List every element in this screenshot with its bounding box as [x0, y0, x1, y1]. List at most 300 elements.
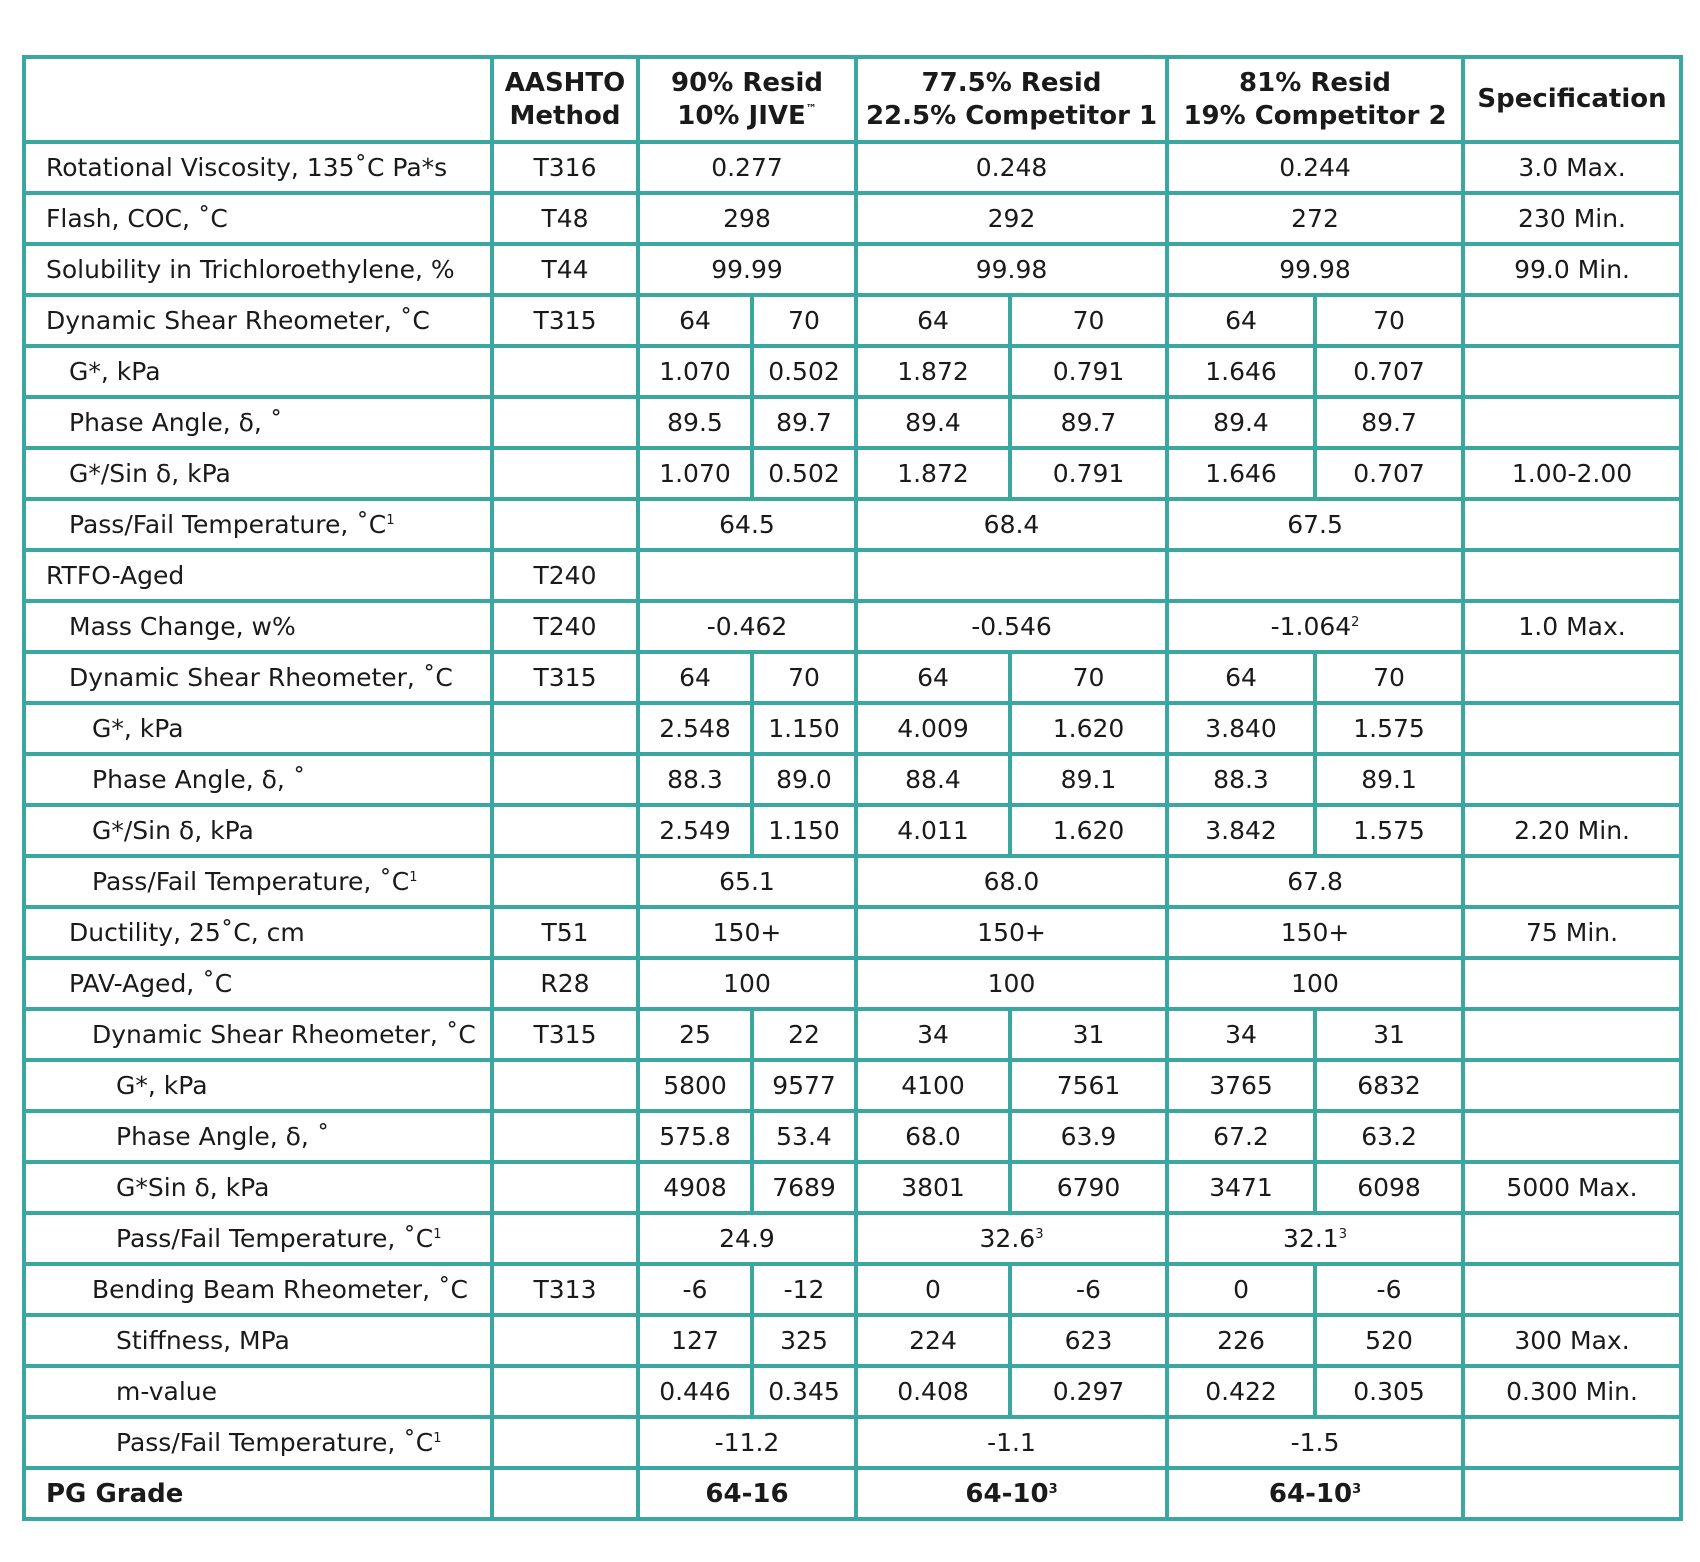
- value-text: 5800: [663, 1071, 727, 1100]
- value-cell: [1010, 346, 1167, 397]
- value-text: 292: [987, 204, 1036, 233]
- value-cell: [856, 1111, 1010, 1162]
- footnote-marker: 3: [1352, 1481, 1362, 1497]
- header-col1: [638, 57, 856, 142]
- specification-cell: 99.0 Min.: [1463, 244, 1681, 295]
- table-row: [24, 703, 1681, 754]
- value-cell: [638, 295, 752, 346]
- value-cell: [638, 1213, 856, 1264]
- value-cell: [638, 805, 752, 856]
- table-row: [24, 295, 1681, 346]
- aashto-method-cell: T315: [492, 1009, 638, 1060]
- value-cell: [1010, 295, 1167, 346]
- value-cell: [1315, 1366, 1463, 1417]
- value-cell: [856, 295, 1010, 346]
- value-cell: [856, 397, 1010, 448]
- specification-cell: [1463, 1264, 1681, 1315]
- table-row: [24, 1060, 1681, 1111]
- row-label-text: G*/Sin δ, kPa: [69, 459, 231, 488]
- value-cell: [1167, 907, 1463, 958]
- value-cell: [1315, 652, 1463, 703]
- value-text: 6832: [1357, 1071, 1421, 1100]
- value-text: -11.2: [714, 1428, 780, 1457]
- row-label-text: RTFO-Aged: [46, 561, 185, 590]
- value-cell: [856, 754, 1010, 805]
- table-row: [24, 448, 1681, 499]
- value-text: 34: [1225, 1020, 1257, 1049]
- row-label: [24, 550, 492, 601]
- value-cell: [638, 499, 856, 550]
- table-row: [24, 499, 1681, 550]
- value-text: 1.150: [768, 816, 840, 845]
- row-label-text: Phase Angle, δ, ˚: [92, 765, 306, 794]
- value-text: 64: [1225, 306, 1257, 335]
- row-label: [24, 397, 492, 448]
- value-text: 25: [679, 1020, 711, 1049]
- aashto-method-cell: T240: [492, 601, 638, 652]
- value-text: 99.98: [975, 255, 1048, 284]
- row-label-text: PAV-Aged, ˚C: [69, 969, 233, 998]
- header-method-line-2: Method: [509, 100, 621, 131]
- value-text: 127: [671, 1326, 719, 1355]
- table-row: [24, 1417, 1681, 1468]
- value-text: 53.4: [776, 1122, 832, 1151]
- value-cell: [1315, 754, 1463, 805]
- row-label: [24, 856, 492, 907]
- value-text: 68.0: [983, 867, 1040, 896]
- row-label-text: Pass/Fail Temperature, ˚C: [116, 1224, 434, 1253]
- specification-cell: 2.20 Min.: [1463, 805, 1681, 856]
- value-text: 68.4: [983, 510, 1040, 539]
- value-cell: [856, 856, 1167, 907]
- value-cell: [1315, 1111, 1463, 1162]
- value-cell: [1167, 1162, 1315, 1213]
- value-text: 575.8: [659, 1122, 731, 1151]
- specification-cell: 1.00-2.00: [1463, 448, 1681, 499]
- value-cell: [856, 1213, 1167, 1264]
- table-row: [24, 1468, 1681, 1519]
- aashto-method-cell: [492, 1111, 638, 1162]
- value-text: 3.840: [1205, 714, 1277, 743]
- value-cell: [1315, 1264, 1463, 1315]
- table-row: [24, 958, 1681, 1009]
- value-text: 150+: [712, 918, 782, 947]
- value-cell: [638, 1366, 752, 1417]
- value-cell: [1167, 346, 1315, 397]
- table-row: [24, 193, 1681, 244]
- value-text: 1.646: [1205, 459, 1277, 488]
- value-text: 150+: [977, 918, 1046, 947]
- value-cell: [1315, 805, 1463, 856]
- value-cell: [1315, 1009, 1463, 1060]
- specification-cell: [1463, 499, 1681, 550]
- value-cell: [752, 448, 856, 499]
- row-label: [24, 601, 492, 652]
- value-text: 63.9: [1060, 1122, 1117, 1151]
- value-cell: [856, 1264, 1010, 1315]
- value-cell: [1315, 397, 1463, 448]
- row-label-text: G*, kPa: [116, 1071, 208, 1100]
- value-cell: [1167, 295, 1315, 346]
- value-text: 0.422: [1205, 1377, 1277, 1406]
- value-text: 70: [788, 306, 820, 335]
- value-cell: [1010, 703, 1167, 754]
- value-text: -0.462: [706, 612, 788, 641]
- value-text: 4.009: [897, 714, 969, 743]
- value-cell: [856, 1060, 1010, 1111]
- value-cell: [1167, 1468, 1463, 1519]
- row-label: [24, 1366, 492, 1417]
- value-text: 70: [1072, 306, 1105, 335]
- value-text: 64.5: [719, 510, 775, 539]
- row-label: [24, 703, 492, 754]
- value-text: 1.646: [1205, 357, 1277, 386]
- value-cell: [638, 1468, 856, 1519]
- value-text: 1.575: [1353, 714, 1425, 743]
- value-cell: [1167, 244, 1463, 295]
- value-cell: [1315, 346, 1463, 397]
- value-cell: [1167, 1111, 1315, 1162]
- header-method-line-1: AASHTO: [504, 68, 626, 98]
- row-label: [24, 1264, 492, 1315]
- value-text: 67.2: [1213, 1122, 1269, 1151]
- value-text: 325: [780, 1326, 828, 1355]
- value-cell: [856, 550, 1167, 601]
- footnote-marker: 1: [433, 1431, 442, 1446]
- aashto-method-cell: [492, 1060, 638, 1111]
- row-label: [24, 754, 492, 805]
- value-cell: [856, 1009, 1010, 1060]
- row-label: [24, 1213, 492, 1264]
- value-text: 64: [917, 306, 949, 335]
- value-cell: [1167, 397, 1315, 448]
- row-label-text: G*, kPa: [92, 714, 184, 743]
- value-text: 99.99: [711, 255, 783, 284]
- value-text: 3801: [901, 1173, 965, 1202]
- value-text: 2.548: [659, 714, 731, 743]
- value-cell: [638, 703, 752, 754]
- value-text: -1.5: [1290, 1428, 1340, 1457]
- aashto-method-cell: [492, 1366, 638, 1417]
- value-cell: [1010, 1162, 1167, 1213]
- specification-cell: 1.0 Max.: [1463, 601, 1681, 652]
- value-cell: [1167, 958, 1463, 1009]
- aashto-method-cell: [492, 346, 638, 397]
- binder-properties-table: [22, 55, 1683, 1521]
- aashto-method-cell: [492, 1162, 638, 1213]
- header-col2-line-1: 77.5% Resid: [921, 68, 1102, 98]
- aashto-method-cell: [492, 397, 638, 448]
- value-text: 0.791: [1052, 357, 1125, 386]
- value-cell: [752, 652, 856, 703]
- value-text: -6: [682, 1275, 708, 1304]
- specification-cell: [1463, 550, 1681, 601]
- row-label: [24, 805, 492, 856]
- value-cell: [856, 805, 1010, 856]
- value-text: 226: [1217, 1326, 1265, 1355]
- specification-cell: 3.0 Max.: [1463, 142, 1681, 193]
- aashto-method-cell: T313: [492, 1264, 638, 1315]
- row-label-text: Dynamic Shear Rheometer, ˚C: [46, 306, 430, 335]
- value-cell: [752, 1264, 856, 1315]
- value-text: 67.5: [1287, 510, 1343, 539]
- table-row: [24, 805, 1681, 856]
- row-label-text: Pass/Fail Temperature, ˚C: [116, 1428, 434, 1457]
- value-cell: [638, 1264, 752, 1315]
- header-col3: [1167, 57, 1463, 142]
- specification-cell: [1463, 1009, 1681, 1060]
- aashto-method-cell: T48: [492, 193, 638, 244]
- value-cell: [1167, 193, 1463, 244]
- row-label: [24, 1009, 492, 1060]
- value-text: 0.305: [1353, 1377, 1425, 1406]
- value-text: 0.408: [897, 1377, 969, 1406]
- row-label: [24, 1111, 492, 1162]
- table-row: [24, 397, 1681, 448]
- row-label: [24, 1417, 492, 1468]
- specification-cell: 300 Max.: [1463, 1315, 1681, 1366]
- aashto-method-cell: [492, 805, 638, 856]
- value-cell: [1315, 1315, 1463, 1366]
- value-text: 64-16: [705, 1478, 789, 1509]
- table-row: [24, 1366, 1681, 1417]
- value-text: 1.575: [1353, 816, 1425, 845]
- row-label-text: Stiffness, MPa: [116, 1326, 290, 1355]
- value-cell: [1167, 448, 1315, 499]
- row-label: [24, 907, 492, 958]
- value-text: 150+: [1280, 918, 1350, 947]
- value-cell: [752, 1162, 856, 1213]
- value-text: 32.6: [979, 1224, 1036, 1253]
- table-row: [24, 1213, 1681, 1264]
- aashto-method-cell: [492, 754, 638, 805]
- value-cell: [1167, 1009, 1315, 1060]
- value-text: 89.4: [905, 408, 961, 437]
- header-col2: [856, 57, 1167, 142]
- value-text: 6098: [1357, 1173, 1421, 1202]
- value-text: 63.2: [1361, 1122, 1417, 1151]
- row-label-text: Dynamic Shear Rheometer, ˚C: [69, 663, 453, 692]
- value-cell: [752, 295, 856, 346]
- row-label-text: G*Sin δ, kPa: [116, 1173, 270, 1202]
- value-text: 89.7: [776, 408, 832, 437]
- row-label-text: Mass Change, w%: [69, 612, 296, 641]
- value-cell: [856, 652, 1010, 703]
- footnote-marker: 1: [409, 870, 418, 885]
- value-cell: [638, 142, 856, 193]
- specification-cell: [1463, 1111, 1681, 1162]
- value-text: 2.549: [659, 816, 731, 845]
- row-label-text: Flash, COC, ˚C: [46, 204, 228, 233]
- table-row: [24, 1264, 1681, 1315]
- value-text: 4100: [901, 1071, 965, 1100]
- specification-cell: [1463, 1060, 1681, 1111]
- row-label: [24, 142, 492, 193]
- value-text: 7689: [772, 1173, 836, 1202]
- value-cell: [1010, 1366, 1167, 1417]
- value-cell: [1167, 1060, 1315, 1111]
- row-label-text: G*, kPa: [69, 357, 161, 386]
- value-text: 100: [723, 969, 771, 998]
- value-text: 0.791: [1052, 459, 1125, 488]
- aashto-method-cell: T315: [492, 295, 638, 346]
- row-label: [24, 1060, 492, 1111]
- aashto-method-cell: T51: [492, 907, 638, 958]
- value-text: 0.707: [1353, 459, 1425, 488]
- value-cell: [638, 1417, 856, 1468]
- row-label: [24, 295, 492, 346]
- value-cell: [1010, 805, 1167, 856]
- aashto-method-cell: [492, 499, 638, 550]
- value-cell: [856, 1366, 1010, 1417]
- specification-cell: [1463, 397, 1681, 448]
- value-cell: [638, 1060, 752, 1111]
- value-cell: [638, 1009, 752, 1060]
- value-cell: [1315, 295, 1463, 346]
- header-row: [24, 57, 1681, 142]
- value-text: 89.7: [1361, 408, 1417, 437]
- value-text: 64-10: [1268, 1478, 1353, 1509]
- value-cell: [1167, 652, 1315, 703]
- value-text: 0.244: [1279, 153, 1351, 182]
- specification-cell: [1463, 856, 1681, 907]
- value-cell: [1010, 1264, 1167, 1315]
- specification-cell: [1463, 703, 1681, 754]
- specification-cell: [1463, 754, 1681, 805]
- header-col1-line-1: 90% Resid: [671, 68, 823, 98]
- value-text: 67.8: [1287, 867, 1343, 896]
- value-text: 88.3: [1213, 765, 1269, 794]
- value-text: 88.3: [667, 765, 723, 794]
- aashto-method-cell: [492, 1468, 638, 1519]
- value-cell: [856, 907, 1167, 958]
- value-text: 6790: [1056, 1173, 1121, 1202]
- specification-cell: [1463, 1417, 1681, 1468]
- value-cell: [856, 958, 1167, 1009]
- aashto-method-cell: [492, 448, 638, 499]
- value-text: 0.502: [768, 459, 840, 488]
- value-cell: [1010, 448, 1167, 499]
- row-label: [24, 244, 492, 295]
- table-row: [24, 244, 1681, 295]
- value-cell: [638, 1315, 752, 1366]
- value-text: -0.546: [971, 612, 1052, 641]
- value-text: 0.277: [711, 153, 783, 182]
- value-cell: [638, 907, 856, 958]
- value-text: -1.1: [987, 1428, 1036, 1457]
- value-text: 70: [788, 663, 820, 692]
- value-text: 31: [1072, 1020, 1105, 1049]
- row-label-text: Rotational Viscosity, 135˚C Pa*s: [46, 153, 448, 182]
- row-label-text: G*/Sin δ, kPa: [92, 816, 254, 845]
- value-text: 298: [723, 204, 771, 233]
- value-cell: [1167, 1264, 1315, 1315]
- row-label: [24, 346, 492, 397]
- value-cell: [752, 703, 856, 754]
- footnote-marker: 3: [1048, 1481, 1058, 1497]
- value-cell: [638, 601, 856, 652]
- value-text: -6: [1076, 1275, 1101, 1304]
- value-cell: [1167, 499, 1463, 550]
- value-text: 0.297: [1052, 1377, 1125, 1406]
- value-text: 100: [987, 969, 1036, 998]
- value-text: 88.4: [905, 765, 961, 794]
- value-text: 89.4: [1213, 408, 1269, 437]
- row-label: [24, 193, 492, 244]
- value-text: 272: [1291, 204, 1339, 233]
- value-cell: [638, 958, 856, 1009]
- value-text: 0.502: [768, 357, 840, 386]
- table-row: [24, 1111, 1681, 1162]
- header-col3-line-2: 19% Competitor 2: [1183, 100, 1447, 131]
- value-cell: [1010, 652, 1167, 703]
- footnote-marker: 1: [433, 1227, 442, 1242]
- value-cell: [856, 448, 1010, 499]
- value-text: 64-10: [965, 1478, 1049, 1509]
- row-label-text: Phase Angle, δ, ˚: [116, 1122, 330, 1151]
- table-row: [24, 346, 1681, 397]
- specification-cell: [1463, 1468, 1681, 1519]
- value-cell: [638, 1162, 752, 1213]
- value-cell: [752, 1111, 856, 1162]
- row-label: [24, 1162, 492, 1213]
- value-text: 0: [1233, 1275, 1249, 1304]
- value-cell: [1167, 1417, 1463, 1468]
- header-method: [492, 57, 638, 142]
- value-cell: [1315, 703, 1463, 754]
- specification-cell: [1463, 295, 1681, 346]
- value-text: 100: [1291, 969, 1339, 998]
- footnote-marker: 1: [386, 513, 395, 528]
- value-cell: [638, 856, 856, 907]
- value-cell: [856, 1162, 1010, 1213]
- value-cell: [1167, 703, 1315, 754]
- header-blank: [24, 57, 492, 142]
- value-cell: [1167, 601, 1463, 652]
- value-cell: [752, 346, 856, 397]
- table-row: [24, 856, 1681, 907]
- value-cell: [856, 142, 1167, 193]
- value-text: 0: [925, 1275, 941, 1304]
- value-cell: [1167, 142, 1463, 193]
- value-cell: [1010, 754, 1167, 805]
- specification-cell: [1463, 652, 1681, 703]
- value-cell: [856, 244, 1167, 295]
- value-cell: [1167, 1213, 1463, 1264]
- value-cell: [1010, 397, 1167, 448]
- value-cell: [752, 1366, 856, 1417]
- value-cell: [638, 193, 856, 244]
- value-cell: [856, 346, 1010, 397]
- row-label-text: m-value: [116, 1377, 217, 1406]
- value-cell: [752, 1009, 856, 1060]
- header-col2-line-2: 22.5% Competitor 1: [865, 100, 1158, 131]
- value-cell: [856, 499, 1167, 550]
- table-row: [24, 1162, 1681, 1213]
- header-specification: Specification: [1463, 57, 1681, 142]
- value-text: 3765: [1209, 1071, 1273, 1100]
- aashto-method-cell: T44: [492, 244, 638, 295]
- value-cell: [638, 397, 752, 448]
- value-text: 70: [1072, 663, 1105, 692]
- aashto-method-cell: [492, 856, 638, 907]
- value-cell: [752, 754, 856, 805]
- value-cell: [856, 1417, 1167, 1468]
- row-label-text: Pass/Fail Temperature, ˚C: [69, 510, 387, 539]
- specification-cell: [1463, 958, 1681, 1009]
- value-cell: [856, 601, 1167, 652]
- value-text: 24.9: [719, 1224, 775, 1253]
